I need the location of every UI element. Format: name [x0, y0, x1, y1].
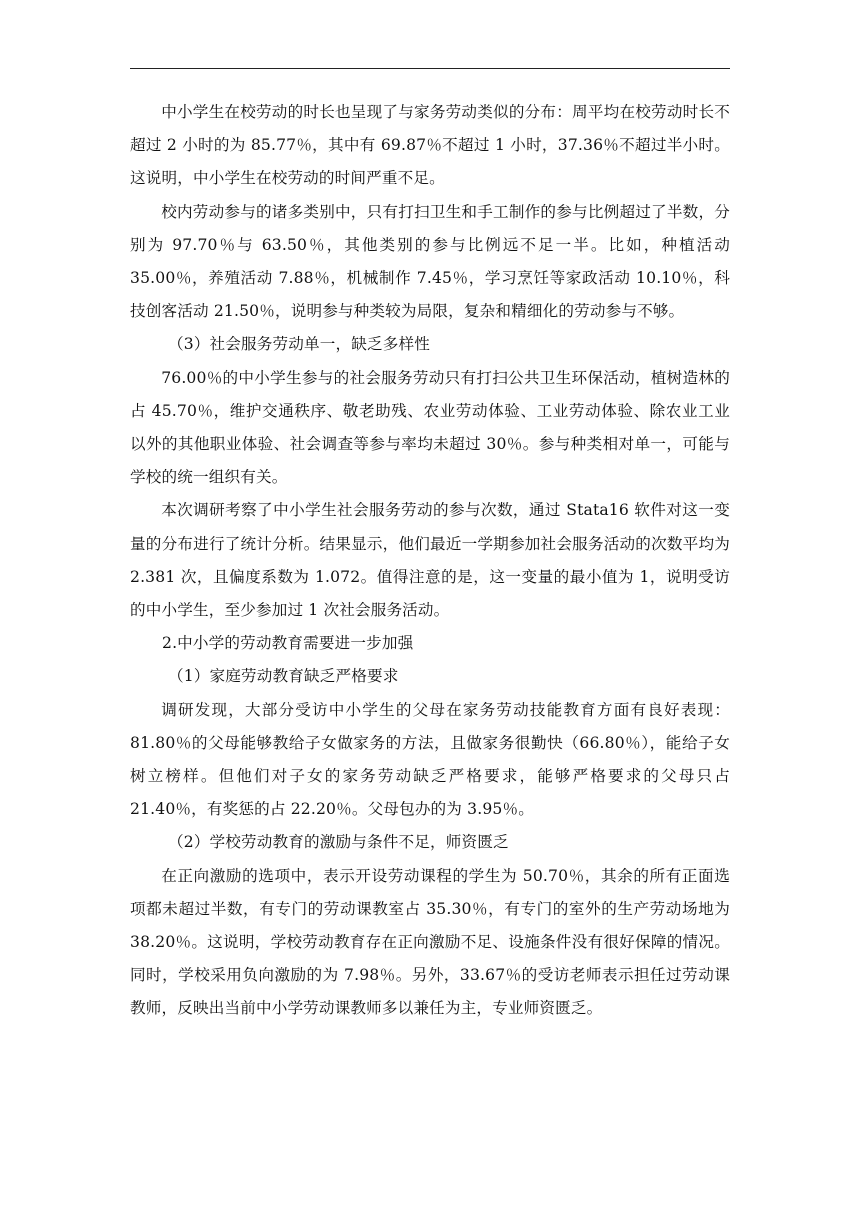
paragraph-social-service-count: 本次调研考察了中小学生社会服务劳动的参与次数，通过 Stata16 软件对这一变量的分布进行了统计分析。结果显示，他们最近一学期参加社会服务活动的次数平均为 2.381 次，且偏度系数为 1.072。值得注意的是，这一变量的最小值为 1，说明受访的中小学生，至少参加过 1 次社会服务活动。	[130, 501, 730, 620]
subheading-school-education: （2）学校劳动教育的激励与条件不足，师资匮乏	[168, 833, 509, 852]
paragraph-school-labor-categories: 校内劳动参与的诸多类别中，只有打扫卫生和手工制作的参与比例超过了半数，分别为 97.70％与 63.50％，其他类别的参与比例远不足一半。比如，种植活动 35.00％，养殖活动 7.88％，机械制作 7.45％，学习烹饪等家政活动 10.10％，科技创客活动 21.50％，说明参与种类较为局限，复杂和精细化的劳动参与不够。	[130, 202, 730, 321]
subheading-social-service: （3）社会服务劳动单一，缺乏多样性	[168, 335, 430, 354]
subheading-family-education: （1）家庭劳动教育缺乏严格要求	[168, 667, 399, 686]
header-rule	[130, 68, 730, 69]
document-body	[130, 96, 730, 1026]
paragraph-school-education: 在正向激励的选项中，表示开设劳动课程的学生为 50.70％，其余的所有正面选项都未超过半数，有专门的劳动课教室占 35.30％，有专门的室外的生产劳动场地为 38.20％。这说明，学校劳动教育存在正向激励不足、设施条件没有很好保障的情况。同时，学校采用负向激励的为 7.98％。另外，33.67％的受访老师表示担任过劳动课教师，反映出当前中小学劳动课教师多以兼任为主，专业师资匮乏。	[130, 866, 730, 1018]
paragraph-social-service-types: 76.00％的中小学生参与的社会服务劳动只有打扫公共卫生环保活动，植树造林的占 45.70％，维护交通秩序、敬老助残、农业劳动体验、工业劳动体验、除农业工业以外的其他职业体验、社会调查等参与率均未超过 30％。参与种类相对单一，可能与学校的统一组织有关。	[130, 368, 730, 487]
paragraph-family-education: 调研发现，大部分受访中小学生的父母在家务劳动技能教育方面有良好表现：81.80％的父母能够教给子女做家务的方法，且做家务很勤快（66.80％），能给子女树立榜样。但他们对子女的家务劳动缺乏严格要求，能够严格要求的父母只占 21.40％，有奖惩的占 22.20％。父母包办的为 3.95％。	[130, 700, 730, 819]
section-heading-education: 2.中小学的劳动教育需要进一步加强	[162, 634, 414, 653]
paragraph-school-labor-duration: 中小学生在校劳动的时长也呈现了与家务劳动类似的分布：周平均在校劳动时长不超过 2 小时的为 85.77％，其中有 69.87％不超过 1 小时，37.36％不超过半小时。这说明，中小学生在校劳动的时间严重不足。	[130, 103, 730, 188]
